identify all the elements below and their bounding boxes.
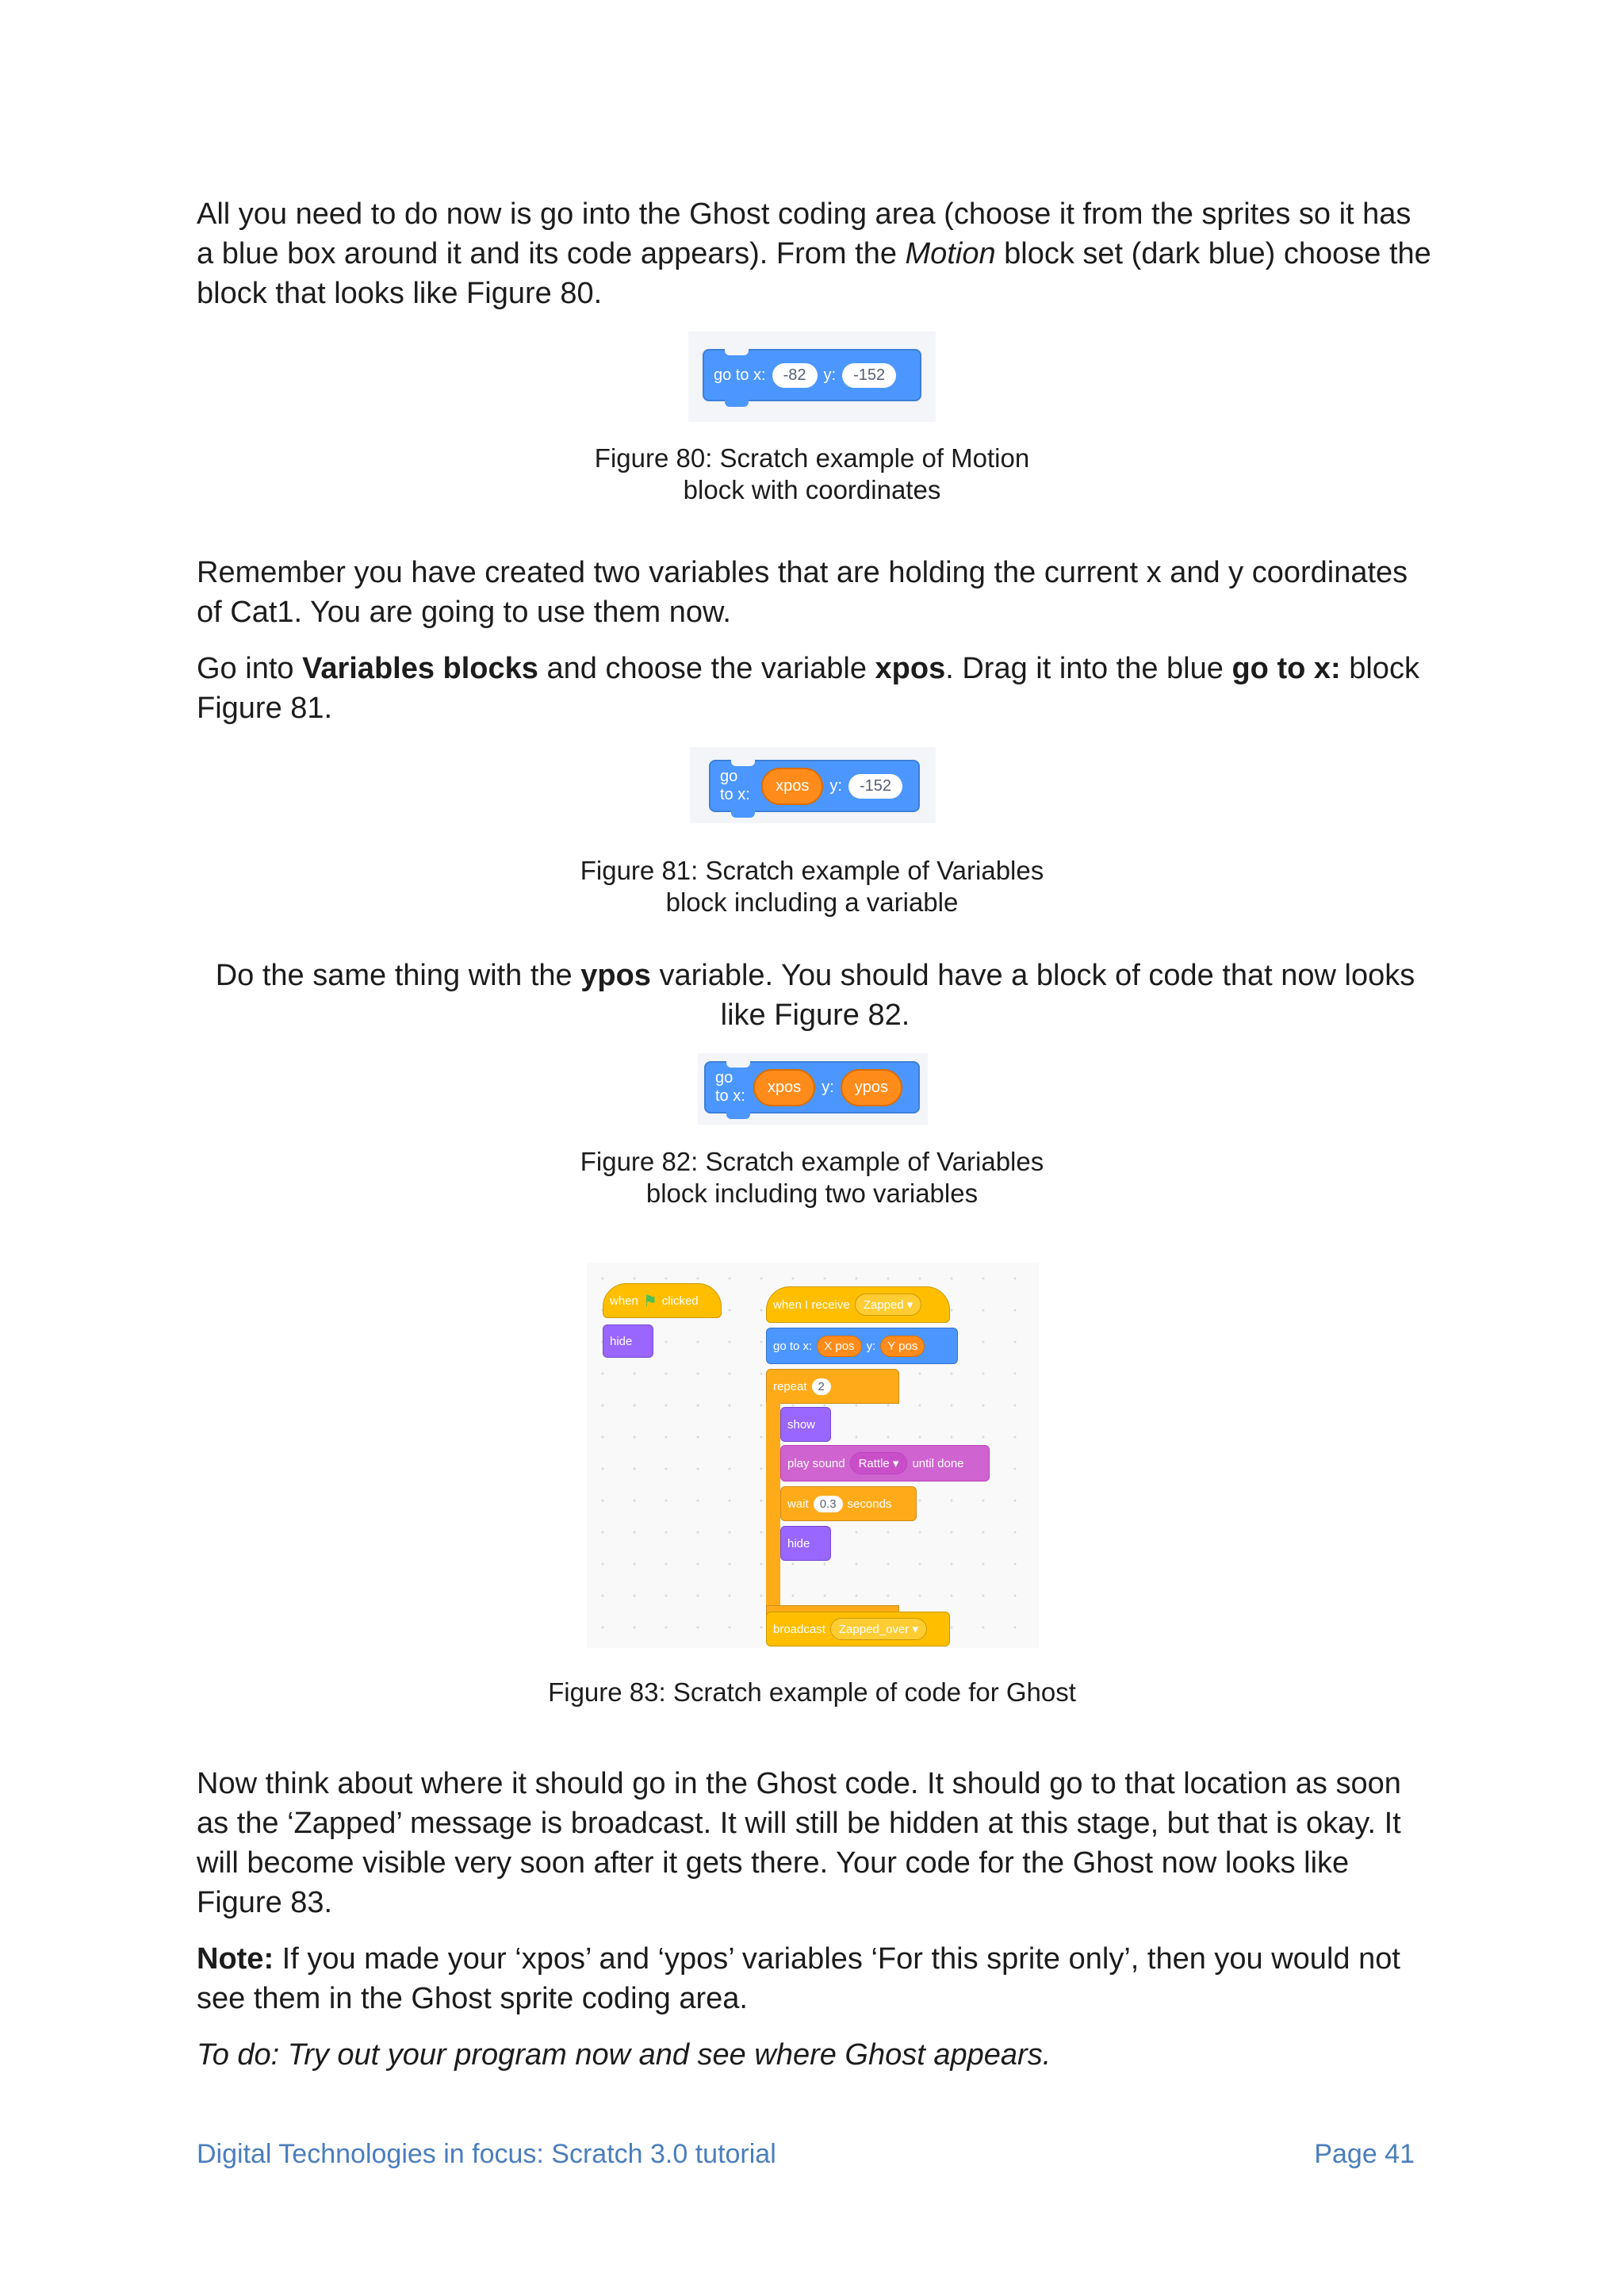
paragraph-variables-instruction <box>197 649 1434 728</box>
when-label: when <box>610 1294 638 1308</box>
text: All you need to do now is go into the Ghost coding area (choose it from the sprites so it has a blue box around it and its code appears). From the <box>197 197 1411 270</box>
caption-line: Figure 80: Scratch example of Motion <box>594 443 1030 473</box>
figure-81-caption <box>0 855 1624 918</box>
text: block Figure 81. <box>197 652 1419 725</box>
goto-block <box>709 760 920 812</box>
bold-text: Variables blocks <box>302 652 538 685</box>
text: Go into <box>197 652 303 685</box>
chevron-down-icon: ▾ <box>906 1298 914 1312</box>
hide-label: hide <box>610 1334 633 1348</box>
xpos-reporter: xpos <box>761 768 823 805</box>
goto-label: go to x: <box>714 366 766 384</box>
figure-82-image <box>698 1053 928 1125</box>
text: and choose the variable <box>538 652 875 685</box>
text: . Drag it into the blue <box>945 652 1232 685</box>
paragraph-intro <box>197 194 1434 313</box>
y-label: y: <box>823 366 837 384</box>
xpos-reporter: xpos <box>753 1069 815 1106</box>
text: Do the same thing with the <box>215 959 581 992</box>
paragraph-ghost-code: Now think about where it should go in the Ghost code. It should go to that location as soon as the ‘Zapped’ message is broadcast. It will still be hidden at this stage, but that is okay. It will become visible very soon after it gets there. Your code for the Ghost now looks like Figure 83. <box>197 1767 1401 1919</box>
xpos-reporter: X pos <box>817 1336 861 1357</box>
caption-line: Figure 81: Scratch example of Variables <box>580 856 1044 885</box>
paragraph-ypos-instruction <box>197 956 1434 1035</box>
chevron-down-icon: ▾ <box>892 1457 899 1470</box>
y-label: y: <box>822 1078 834 1096</box>
caption-line: block including a variable <box>665 887 959 917</box>
text: If you made your ‘xpos’ and ‘ypos’ variables ‘For this sprite only’, then you would not see them in the Ghost sprite coding area. <box>197 1942 1400 2015</box>
y-label: y: <box>829 776 842 795</box>
broadcast-block <box>766 1612 950 1646</box>
show-block <box>780 1407 831 1442</box>
show-label: show <box>787 1417 816 1432</box>
figure-83-code-area <box>587 1263 1039 1648</box>
sound-dropdown <box>850 1452 908 1474</box>
clicked-label: clicked <box>661 1294 699 1308</box>
sound-value: Rattle <box>858 1457 890 1470</box>
when-flag-clicked-block <box>603 1283 722 1318</box>
when-i-receive-block <box>766 1286 950 1323</box>
goto-block <box>703 349 921 401</box>
broadcast-value: Zapped_over <box>838 1623 910 1636</box>
goto-label: go to x: <box>715 1069 745 1105</box>
x-input: -82 <box>772 363 818 388</box>
chevron-down-icon: ▾ <box>912 1623 918 1636</box>
footer-title: Digital Technologies in focus: Scratch 3.0 tutorial <box>197 2139 776 2169</box>
ypos-reporter: Y pos <box>880 1336 925 1357</box>
wait-seconds: 0.3 <box>814 1496 843 1512</box>
figure-80-image <box>688 332 936 422</box>
goto-block <box>704 1061 920 1114</box>
bold-text: ypos <box>580 959 651 992</box>
seconds-label: seconds <box>847 1497 892 1511</box>
paragraph-todo <box>197 2035 1434 2075</box>
page-number: Page 41 <box>1314 2139 1415 2169</box>
message-dropdown <box>855 1294 922 1316</box>
caption-line: block with coordinates <box>683 475 941 504</box>
broadcast-dropdown <box>830 1618 927 1640</box>
repeat-arm <box>766 1402 780 1607</box>
receive-label: when I receive <box>773 1297 850 1312</box>
caption-line: block including two variables <box>645 1179 979 1208</box>
hide-label: hide <box>787 1536 810 1550</box>
bold-text: xpos <box>875 652 946 685</box>
paragraph-variables-reminder: Remember you have created two variables that are holding the current x and y coordinates of Cat1. You are going to use them now. <box>197 556 1408 629</box>
caption-line: Figure 82: Scratch example of Variables <box>580 1147 1044 1176</box>
hide-block <box>780 1526 831 1561</box>
play-label: play sound <box>787 1456 845 1470</box>
wait-label: wait <box>787 1497 809 1511</box>
wait-block <box>780 1486 917 1521</box>
emphasis-motion: Motion <box>905 237 996 270</box>
text: block set (dark blue) choose the block that looks like Figure 80. <box>197 237 1431 310</box>
message-value: Zapped <box>863 1298 904 1312</box>
play-sound-block <box>780 1445 990 1481</box>
goto-label: go to x: <box>720 768 750 803</box>
paragraph-note <box>197 1939 1434 2018</box>
figure-82-caption <box>0 1146 1624 1209</box>
broadcast-label: broadcast <box>773 1622 825 1636</box>
text: variable. You should have a block of code that now looks like Figure 82. <box>650 959 1415 1032</box>
flag-icon: ⚑ <box>642 1292 657 1310</box>
figure-80-caption <box>0 443 1624 506</box>
goto-label: go to x: <box>773 1339 813 1353</box>
bold-text: go to x: <box>1231 652 1341 685</box>
y-label: y: <box>866 1339 876 1353</box>
until-label: until done <box>912 1456 964 1470</box>
todo-text: To do: Try out your program now and see where Ghost appears. <box>197 2038 1051 2072</box>
repeat-block <box>766 1369 899 1404</box>
y-input: -152 <box>848 774 902 799</box>
figure-81-image <box>690 747 936 823</box>
goto-block <box>766 1328 958 1364</box>
ypos-reporter: ypos <box>841 1069 902 1106</box>
figure-83-caption: Figure 83: Scratch example of code for Ghost <box>548 1677 1076 1707</box>
repeat-label: repeat <box>773 1379 807 1393</box>
note-label: Note: <box>197 1942 274 1976</box>
hide-block <box>603 1324 653 1358</box>
repeat-count: 2 <box>812 1378 831 1395</box>
y-input: -152 <box>842 363 896 388</box>
